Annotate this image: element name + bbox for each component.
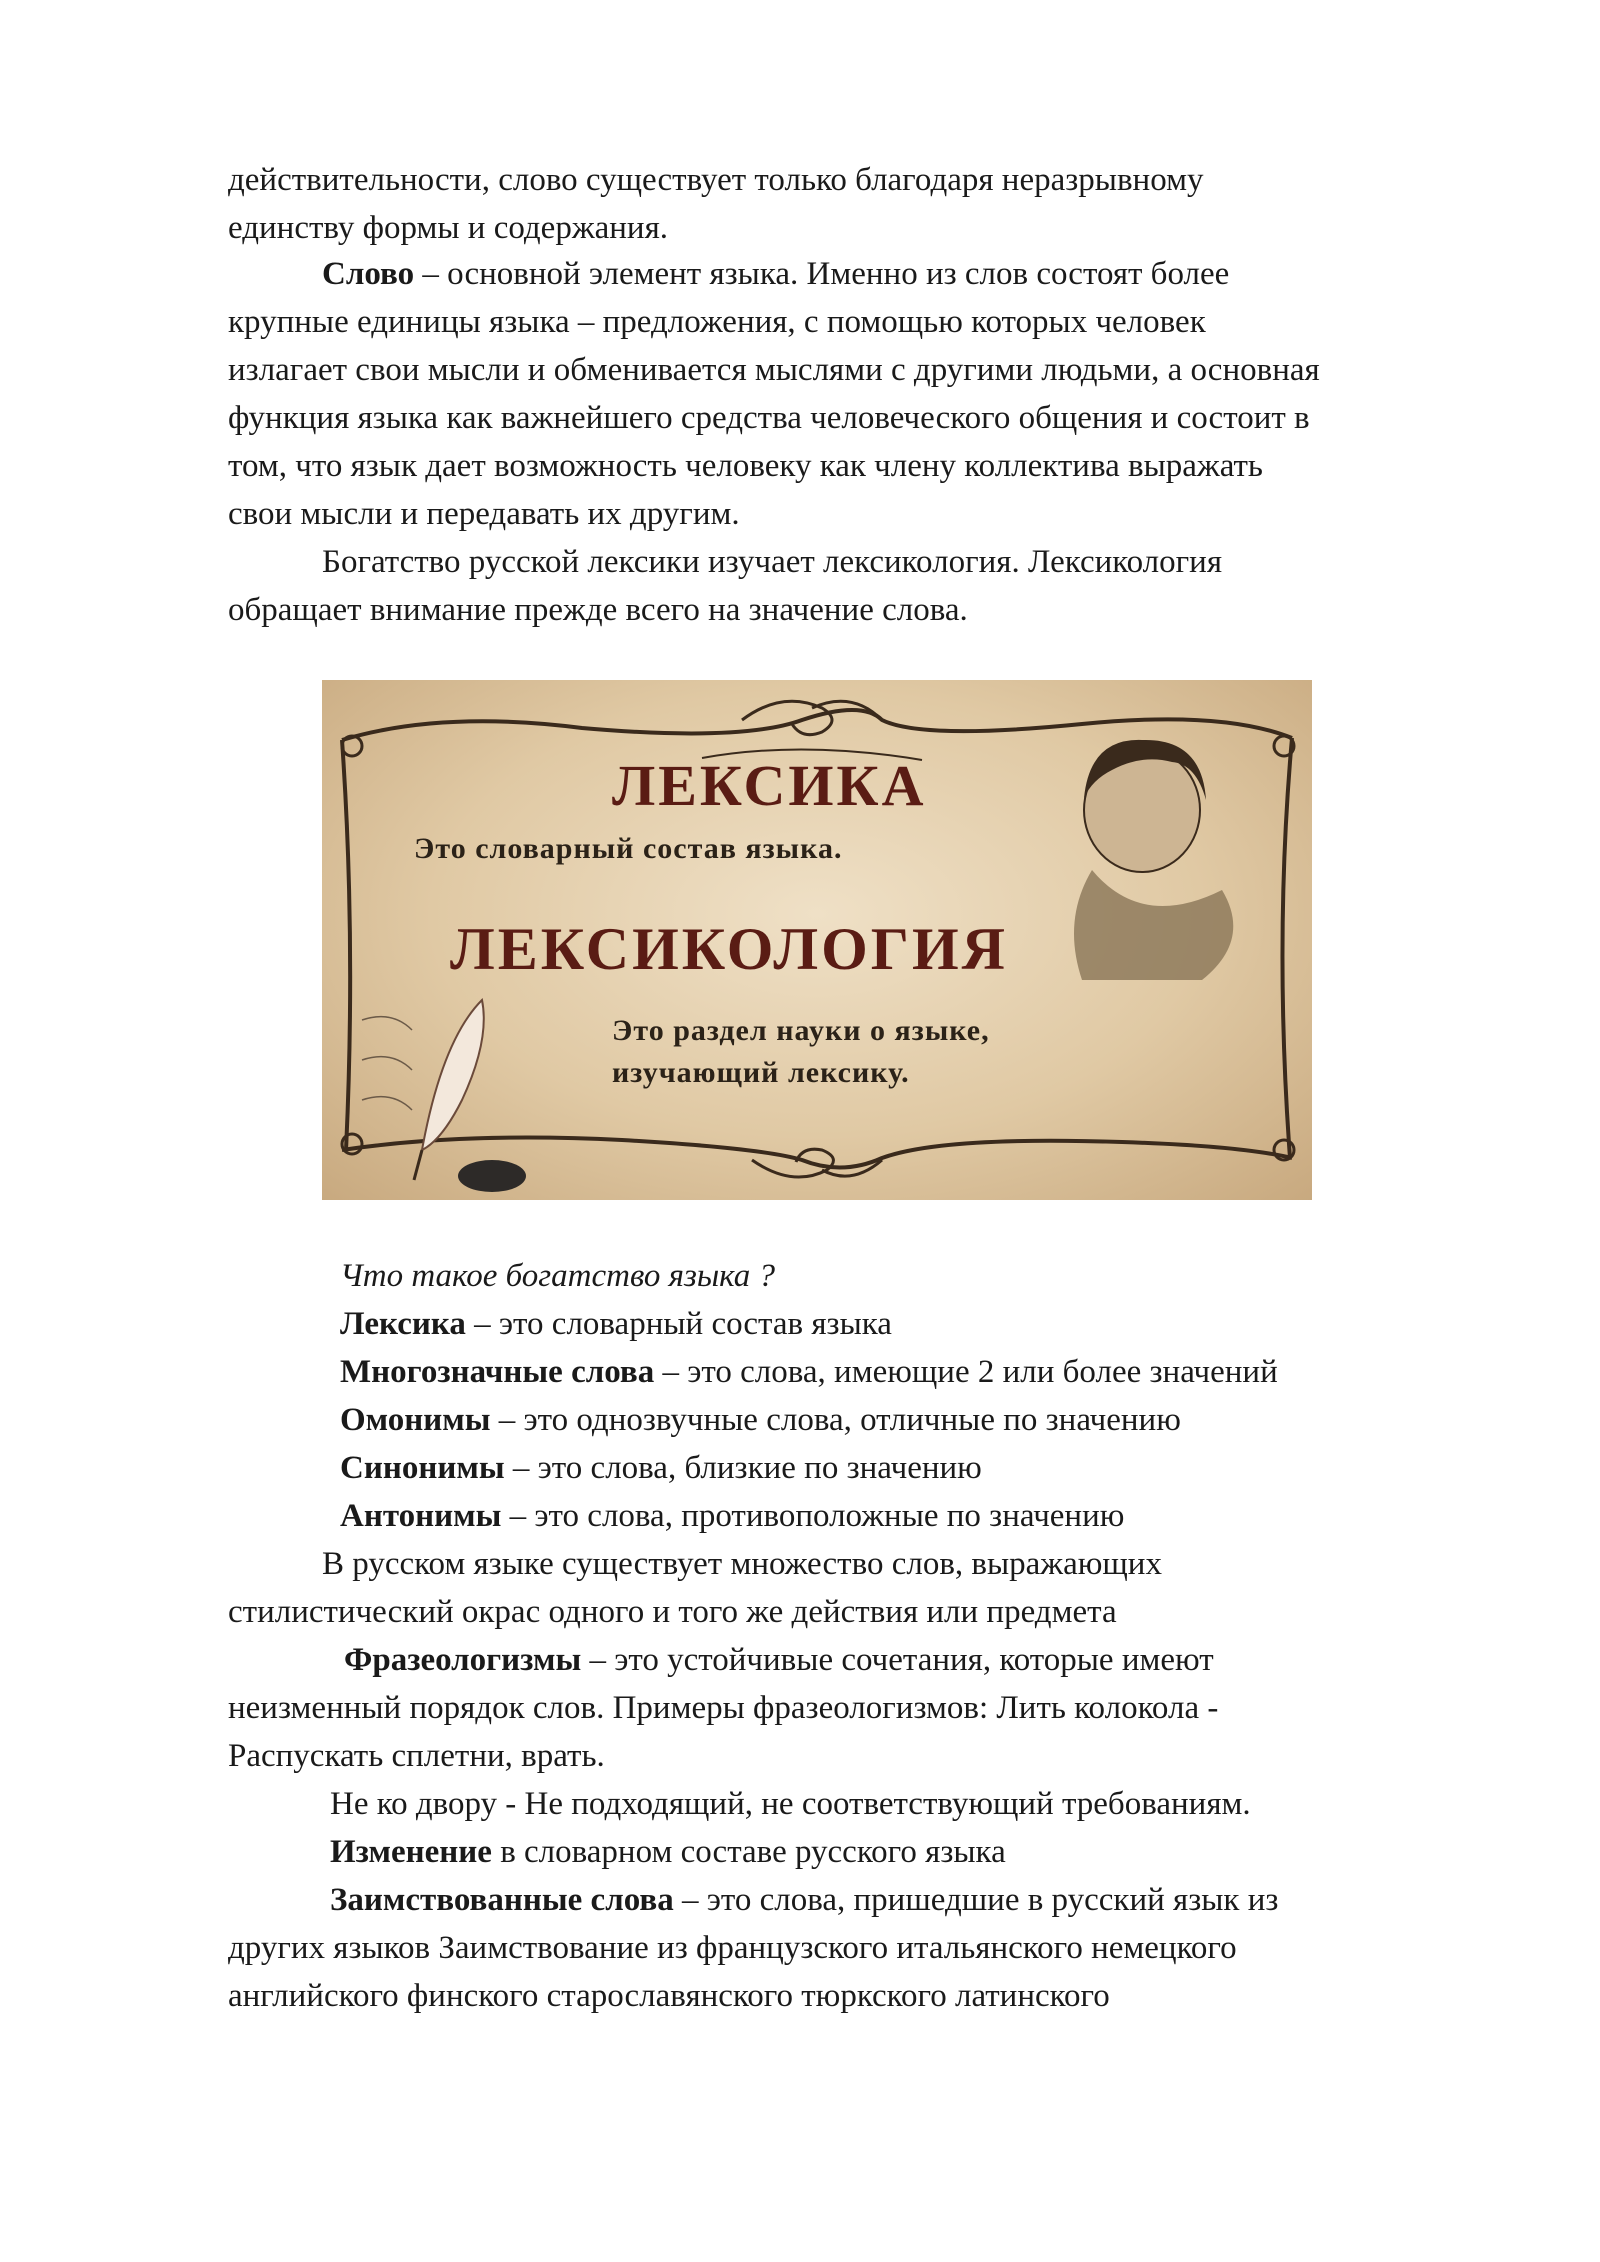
- definition-text: – это слова, имеющие 2 или более значений: [654, 1354, 1278, 1390]
- definition-text: в словарном составе русского языка: [491, 1834, 1006, 1870]
- definition-line: [330, 1828, 1006, 1876]
- definition-line: [340, 1492, 1124, 1540]
- text-line: Богатство русской лексики изучает лексикология. Лексикология: [322, 544, 1223, 580]
- quill-illustration: [362, 1000, 526, 1192]
- definition-line: [340, 1300, 892, 1348]
- text-line: [322, 250, 1229, 298]
- definition-text: – это однозвучные слова, отличные по значению: [490, 1402, 1181, 1438]
- text-line: стилистический окрас одного и того же действия или предмета: [228, 1594, 1117, 1630]
- poster-title-leksika: ЛЕКСИКА: [612, 753, 927, 818]
- poster-title-leksikologiya: ЛЕКСИКОЛОГИЯ: [450, 916, 1008, 982]
- definition-line: [340, 1444, 982, 1492]
- text-line: крупные единицы языка – предложения, с помощью которых человек: [228, 304, 1206, 340]
- text-line: Не ко двору - Не подходящий, не соответствующий требованиям.: [330, 1786, 1251, 1822]
- definition-term: Заимствованные слова: [330, 1882, 674, 1918]
- definition-text: – это словарный состав языка: [465, 1306, 892, 1342]
- portrait-illustration: [1074, 740, 1233, 980]
- poster-subtitle-2: [612, 1010, 990, 1094]
- text-line: единству формы и содержания.: [228, 210, 669, 246]
- definition-line: [340, 1396, 1181, 1444]
- text-line: действительности, слово существует только благодаря неразрывному: [228, 162, 1204, 198]
- definition-term: Антонимы: [340, 1498, 502, 1534]
- definition-text: – это устойчивые сочетания, которые имеют: [581, 1642, 1214, 1678]
- definition-text: – это слова, близкие по значению: [504, 1450, 982, 1486]
- text-line: том, что язык дает возможность человеку как члену коллектива выражать: [228, 448, 1263, 484]
- question-heading: [340, 1252, 775, 1300]
- text-line: Распускать сплетни, врать.: [228, 1738, 605, 1774]
- definition-text: – это слова, пришедшие в русский язык из: [673, 1882, 1279, 1918]
- definition-term: Многозначные слова: [340, 1354, 655, 1390]
- definition-term: Омонимы: [340, 1402, 491, 1438]
- definition-term: Синонимы: [340, 1450, 505, 1486]
- definition-term: Изменение: [330, 1834, 492, 1870]
- text-line: других языков Заимствование из французского итальянского немецкого: [228, 1930, 1237, 1966]
- definition-text: – это слова, противоположные по значению: [501, 1498, 1125, 1534]
- text-line: английского финского старославянского тюркского латинского: [228, 1978, 1110, 2014]
- definition-term: Лексика: [340, 1306, 466, 1342]
- definition-line: [330, 1876, 1278, 1924]
- question-text: Что такое богатство языка ?: [340, 1258, 776, 1294]
- text-line: излагает свои мысли и обменивается мыслями с другими людьми, а основная: [228, 352, 1320, 388]
- text-line: свои мысли и передавать их другим.: [228, 496, 740, 532]
- definition-line: [344, 1636, 1214, 1684]
- definition-term: Фразеологизмы: [344, 1642, 582, 1678]
- poster-subtitle-1: Это словарный состав языка.: [414, 832, 843, 865]
- poster-subtitle-2-line1: Это раздел науки о языке,: [612, 1014, 990, 1047]
- text-span: – основной элемент языка. Именно из слов состоят более: [414, 256, 1230, 292]
- definition-line: [340, 1348, 1278, 1396]
- leksika-poster-image: [322, 680, 1312, 1200]
- text-line: функция языка как важнейшего средства человеческого общения и состоит в: [228, 400, 1310, 436]
- text-line: обращает внимание прежде всего на значение слова.: [228, 592, 968, 628]
- poster-subtitle-2-line2: изучающий лексику.: [612, 1056, 910, 1089]
- text-line: неизменный порядок слов. Примеры фразеологизмов: Лить колокола -: [228, 1690, 1219, 1726]
- term-slovo: Слово: [322, 256, 415, 292]
- text-line: В русском языке существует множество слов, выражающих: [322, 1546, 1162, 1582]
